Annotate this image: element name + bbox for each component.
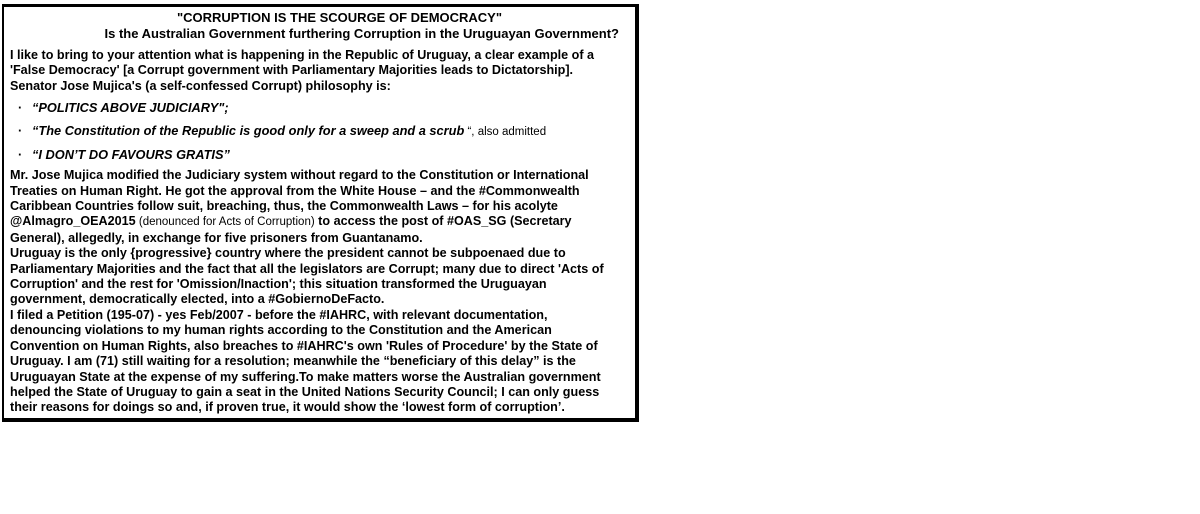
- text-line: Parliamentary Majorities and the fact that all the legislators are Corrupt; many due to direct 'Acts of: [10, 261, 604, 276]
- text-line: 'False Democracy' [a Corrupt government with Parliamentary Majorities leads to Dictatorship].: [10, 63, 574, 78]
- text-fragment: to access the post of #OAS_SG (Secretary: [314, 214, 572, 229]
- text-line: Treaties on Human Right. He got the approval from the White House – and the #Commonwealth: [10, 183, 580, 198]
- text-line: helped the State of Uruguay to gain a seat in the United Nations Security Council; I can only guess: [10, 384, 600, 399]
- paragraph-uruguay: [10, 246, 629, 308]
- text-line: their reasons for doings so and, if proven true, it would show the ‘lowest form of corruption’.: [10, 400, 565, 415]
- text-line: denouncing violations to my human rights according to the Constitution and the American: [10, 323, 552, 338]
- bullet-dot: ·: [18, 147, 23, 163]
- text-line: I like to bring to your attention what is happening in the Republic of Uruguay, a clear example of a: [10, 48, 595, 62]
- text-line: Uruguay. I am (71) still waiting for a resolution; meanwhile the “beneficiary of this delay” is the: [10, 354, 576, 369]
- text-line: Corruption' and the rest for 'Omission/Inaction'; this situation transformed the Uruguayan: [10, 277, 547, 292]
- bullet-item: [18, 122, 629, 141]
- bullet-tail: “, also admitted: [464, 126, 547, 139]
- page-border-right: [637, 4, 639, 422]
- bullet-item: [18, 99, 629, 117]
- text-line: I filed a Petition (195-07) - yes Feb/2007 - before the #IAHRC, with relevant documentation,: [10, 307, 548, 322]
- text-line: Caribbean Countries follow suit, breaching, thus, the Commonwealth Laws – for his acolyte: [10, 199, 558, 214]
- paragraph-petition: [10, 308, 629, 416]
- text-line: General), allegedly, in exchange for five prisoners from Guantanamo.: [10, 230, 423, 245]
- note-text: (denounced for Acts of Corruption): [135, 216, 315, 229]
- text-line: [10, 214, 629, 230]
- bullet-text: “The Constitution of the Republic is good only for a sweep and a scrub: [32, 123, 465, 139]
- bullet-text: “I DON’T DO FAVOURS GRATIS”: [32, 147, 230, 163]
- handle-text: @Almagro_OEA2015: [10, 214, 136, 229]
- document-page: [2, 4, 637, 420]
- text-line: Convention on Human Rights, also breaches to #IAHRC's own 'Rules of Procedure' by the State of: [10, 338, 598, 353]
- text-line: Mr. Jose Mujica modified the Judiciary system without regard to the Constitution or International: [10, 168, 589, 183]
- text-line: government, democratically elected, into a #GobiernoDeFacto.: [10, 292, 385, 307]
- bullet-text: “POLITICS ABOVE JUDICIARY";: [32, 100, 229, 116]
- document-title: "CORRUPTION IS THE SCOURGE OF DEMOCRACY": [176, 10, 503, 25]
- bullet-dot: ·: [18, 100, 23, 116]
- text-line: Uruguayan State at the expense of my suffering.To make matters worse the Australian government: [10, 369, 601, 384]
- text-line: Senator Jose Mujica's (a self-confessed Corrupt) philosophy is:: [10, 78, 391, 93]
- text-line: Uruguay is the only {progressive} country where the president cannot be subpoenaed due to: [10, 246, 566, 261]
- page-border-bottom: [2, 420, 639, 422]
- bullet-dot: ·: [18, 123, 23, 139]
- intro-paragraph: [10, 48, 629, 94]
- document-subtitle: Is the Australian Government furthering Corruption in the Uruguayan Government?: [104, 26, 619, 41]
- paragraph-mujica: [10, 168, 629, 246]
- bullet-item: [18, 146, 629, 164]
